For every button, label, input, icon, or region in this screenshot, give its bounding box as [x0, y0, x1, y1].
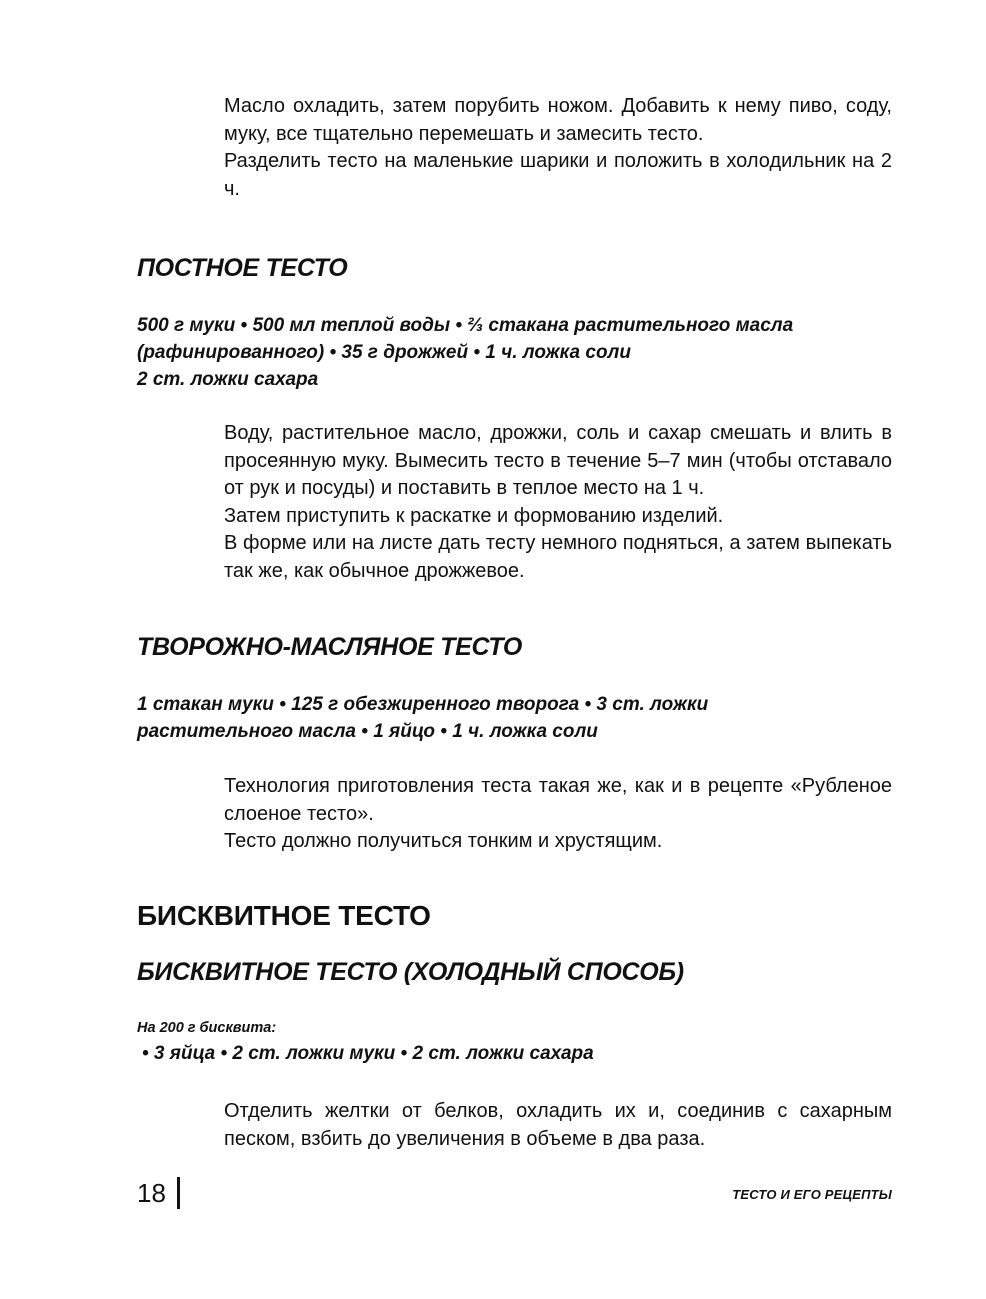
- intro-paragraph: [224, 93, 892, 203]
- sponge-ingredients-label: На 200 г бисквита:: [137, 1020, 277, 1036]
- page-number: 18: [137, 1178, 166, 1208]
- curd-method-1: Технология приготовления теста такая же, как и в рецепте «Рубленое слоеное тесто».: [224, 775, 892, 825]
- curd-ingredients: [137, 691, 877, 745]
- lenten-method-1: Воду, растительное масло, дрожжи, соль и сахар смешать и влить в просеянную муку. Вымесить тесто в течение 5–7 мин (чтобы отставало от рук и посуды) и поставить в теплое место на 1 ч.: [224, 422, 892, 499]
- sponge-method-1: Отделить желтки от белков, охладить их и, соединив с сахарным песком, взбить до увеличения в объеме в два раза.: [224, 1100, 892, 1150]
- curd-ingredients-line-1: 1 стакан муки • 125 г обезжиренного творога • 3 ст. ложки: [137, 694, 709, 715]
- lenten-method: [224, 420, 892, 585]
- footer-divider: [177, 1177, 180, 1209]
- intro-text-2: Разделить тесто на маленькие шарики и положить в холодильник на 2 ч.: [224, 150, 892, 200]
- sponge-section-title: БИСКВИТНОЕ ТЕСТО: [137, 900, 431, 931]
- lenten-ingredients-line-2: (рафинированного) • 35 г дрожжей • 1 ч. ложка соли: [137, 342, 631, 363]
- lenten-ingredients-line-3: 2 ст. ложки сахара: [137, 369, 319, 390]
- lenten-method-3: В форме или на листе дать тесту немного подняться, а затем выпекать так же, как обычное дрожжевое.: [224, 532, 892, 582]
- curd-dough-title: ТВОРОЖНО-МАСЛЯНОЕ ТЕСТО: [137, 633, 523, 661]
- lenten-method-2: Затем приступить к раскатке и формованию изделий.: [224, 504, 724, 527]
- curd-method: [224, 773, 892, 856]
- sponge-ingredients-line: • 3 яйца • 2 ст. ложки муки • 2 ст. ложки сахара: [142, 1043, 594, 1064]
- sponge-cold-title: БИСКВИТНОЕ ТЕСТО (ХОЛОДНЫЙ СПОСОБ): [137, 958, 684, 986]
- curd-ingredients-line-2: растительного масла • 1 яйцо • 1 ч. ложка соли: [137, 721, 598, 742]
- sponge-method: [224, 1098, 892, 1153]
- lenten-ingredients-line-1: 500 г муки • 500 мл теплой воды • ⅔ стакана растительного масла: [137, 315, 794, 336]
- curd-method-2: Тесто должно получиться тонким и хрустящим.: [224, 830, 663, 852]
- running-title: ТЕСТО И ЕГО РЕЦЕПТЫ: [732, 1187, 892, 1202]
- lenten-dough-title: ПОСТНОЕ ТЕСТО: [137, 254, 348, 282]
- lenten-ingredients: [137, 312, 877, 393]
- intro-text-1: Масло охладить, затем порубить ножом. Добавить к нему пиво, соду, муку, все тщательно перемешать и замесить тесто.: [224, 95, 892, 145]
